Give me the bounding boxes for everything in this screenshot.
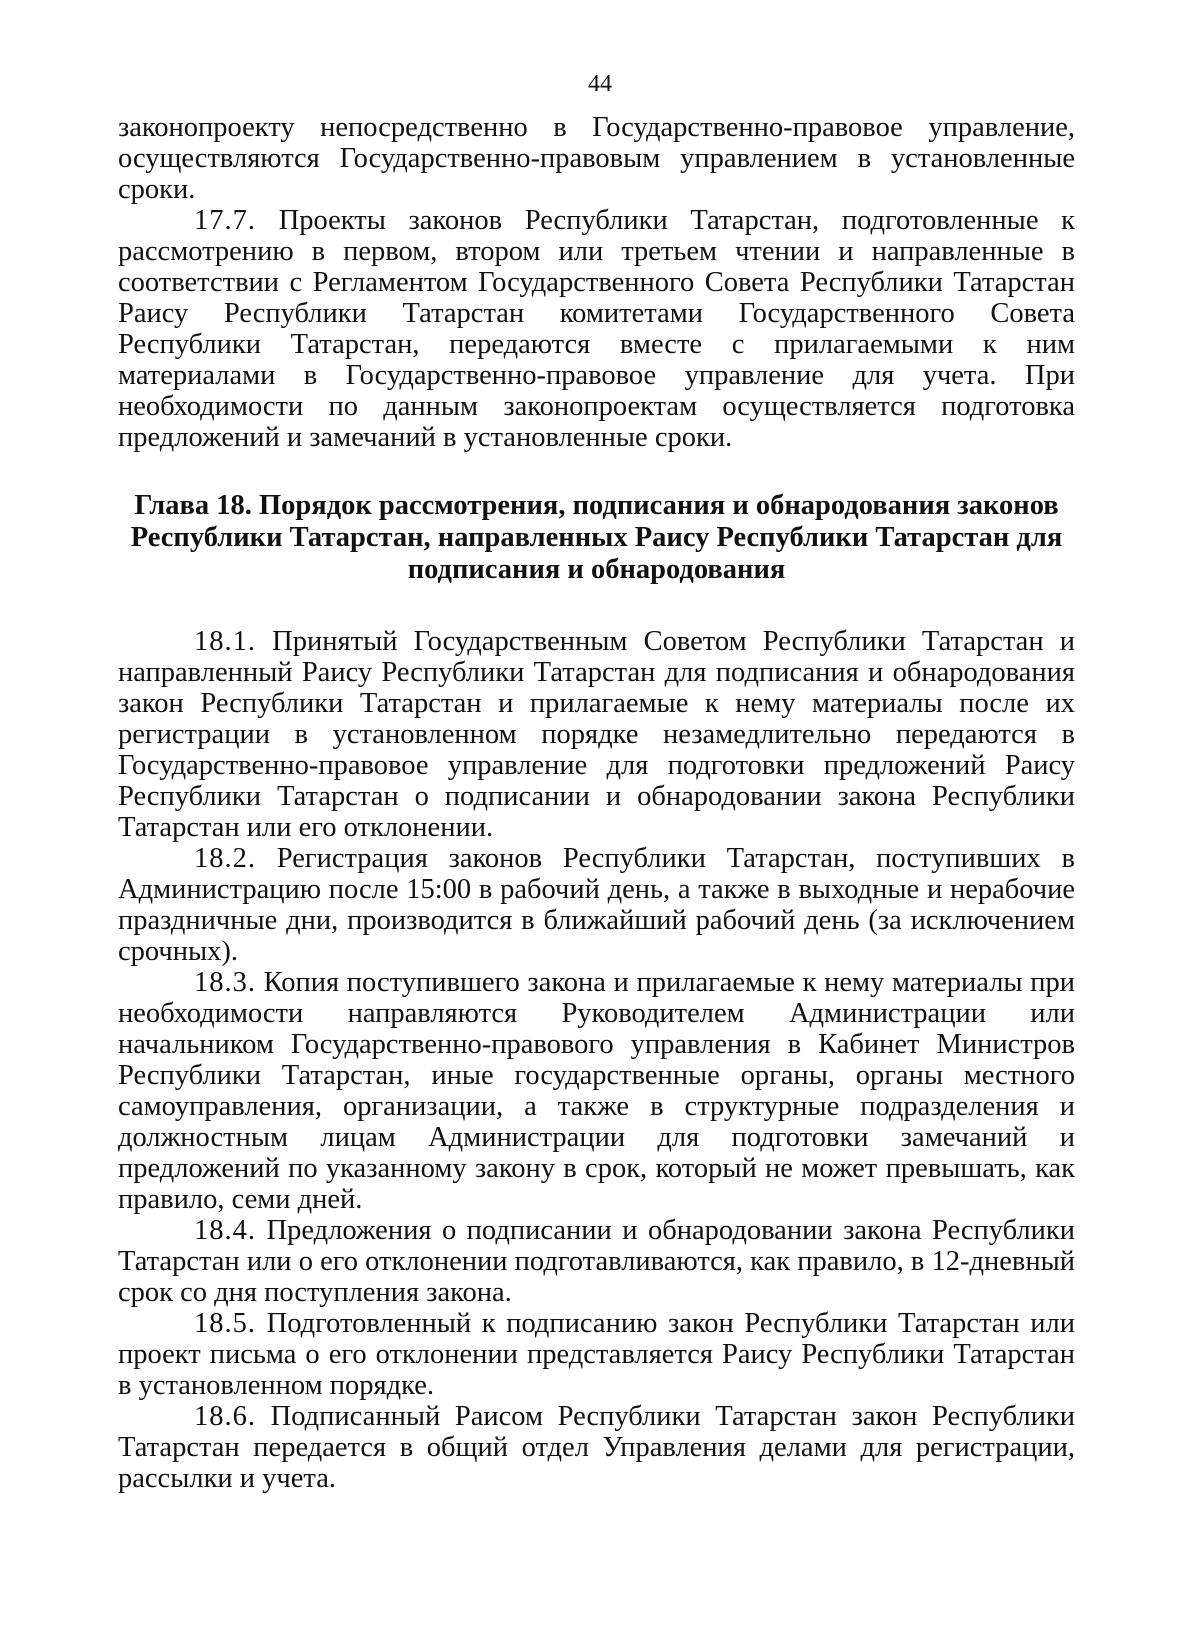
- paragraph-text: Проекты законов Республики Татарстан, подготовленные к рассмотрению в первом, втором или третьем чтении и направленные в соответствии с Регламентом Государственного Совета Республики Татарстан Раису Республики Татарстан комитетами Государственного Совета Республики Татарстан, передаются вместе с прилагаемыми к ним материалами в Государственно-правовое управление для учета. При необходимости по данным законопроектам осуществляется подготовка предложений и замечаний в установленные сроки.: [118, 205, 1075, 453]
- paragraph-18-6: [118, 1401, 1075, 1494]
- paragraph-18-4: [118, 1215, 1075, 1308]
- paragraph-18-5: [118, 1308, 1075, 1401]
- paragraph-text: Принятый Государственным Советом Республики Татарстан и направленный Раису Республики Татарстан для подписания и обнародования закон Республики Татарстан и прилагаемые к нему материалы после их регистрации в установленном порядке незамедлительно передаются в Государственно-правовое управление для подготовки предложений Раису Республики Татарстан о подписании и обнародовании закона Республики Татарстан или его отклонении.: [118, 626, 1075, 843]
- paragraph-18-1: [118, 626, 1075, 843]
- document-body: [118, 112, 1075, 1494]
- paragraph-text: Подписанный Раисом Республики Татарстан закон Республики Татарстан передается в общий отдел Управления делами для регистрации, рассылки и учета.: [118, 1401, 1076, 1494]
- paragraph-text: Подготовленный к подписанию закон Республики Татарстан или проект письма о его отклонении представляется Раису Республики Татарстан в установленном порядке.: [118, 1308, 1076, 1401]
- paragraph-number: 18.1.: [194, 626, 256, 657]
- paragraph-number: 18.4.: [194, 1215, 256, 1246]
- paragraph-text: Предложения о подписании и обнародовании закона Республики Татарстан или о его отклонении подготавливаются, как правило, в 12-дневный срок со дня поступления закона.: [118, 1215, 1075, 1308]
- paragraph-number: 18.5.: [194, 1308, 256, 1339]
- paragraph-17-7: [118, 205, 1075, 453]
- paragraph-number: 18.6.: [194, 1401, 256, 1432]
- paragraph-text: Копия поступившего закона и прилагаемые к нему материалы при необходимости направляются Руководителем Администрации или начальником Государственно-правового управления в Кабинет Министров Республики Татарстан, иные государственные органы, органы местного самоуправления, организации, а также в структурные подразделения и должностным лицам Администрации для подготовки замечаний и предложений по указанному закону в срок, который не может превышать, как правило, семи дней.: [118, 967, 1075, 1215]
- paragraph-number: 17.7.: [194, 205, 256, 236]
- paragraph-18-2: [118, 843, 1075, 967]
- paragraph-number: 18.2.: [194, 843, 256, 874]
- chapter-heading: Глава 18. Порядок рассмотрения, подписания и обнародования законов Республики Татарстан, направленных Раису Республики Татарстан для подписания и обнародования: [130, 490, 1063, 585]
- paragraph-18-3: [118, 967, 1075, 1215]
- paragraph-text: законопроекту непосредственно в Государственно-правовое управление, осуществляются Государственно-правовым управлением в установленные сроки.: [118, 112, 1075, 205]
- paragraph-text: Регистрация законов Республики Татарстан, поступивших в Администрацию после 15:00 в рабочий день, а также в выходные и нерабочие праздничные дни, производится в ближайший рабочий день (за исключением срочных).: [118, 843, 1076, 967]
- paragraph-continuation: [118, 112, 1075, 205]
- page-number: 44: [588, 71, 612, 97]
- paragraph-number: 18.3.: [194, 967, 256, 998]
